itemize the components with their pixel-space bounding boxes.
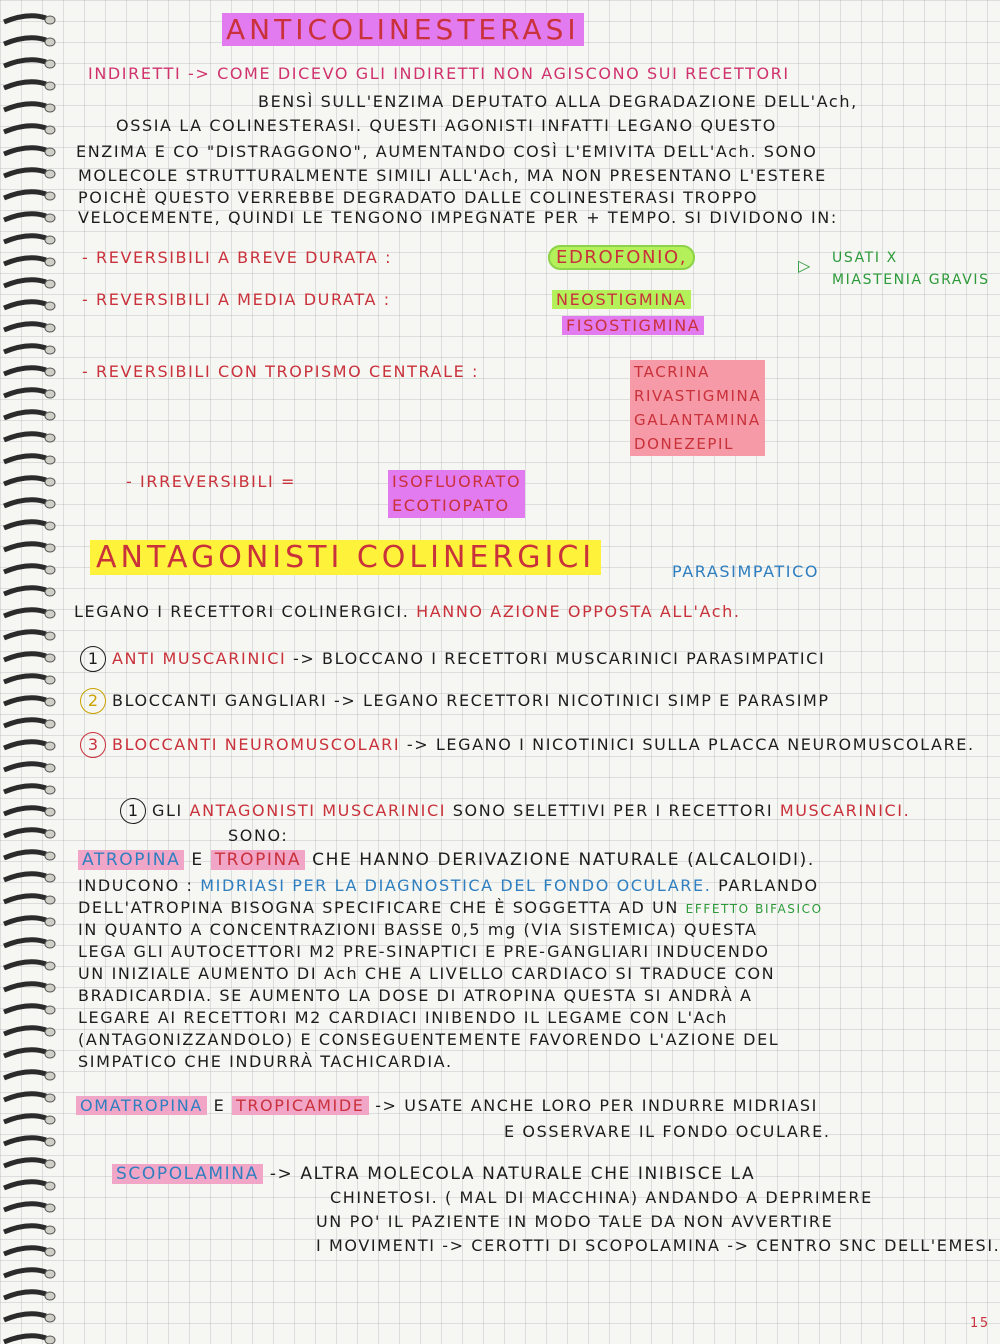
muscarinic-intro: 1 GLI ANTAGONISTI MUSCARINICI SONO SELETTIVI PER I RECETTORI MUSCARINICI.	[120, 798, 910, 824]
group-short-label: - REVERSIBILI A BREVE DURATA :	[82, 248, 393, 267]
scopolamina-line: SCOPOLAMINA -> ALTRA MOLECOLA NATURALE CHE INIBISCE LA	[112, 1164, 755, 1184]
paragraph-line: UN PO' IL PAZIENTE IN MODO TALE DA NON AVVERTIRE	[316, 1212, 834, 1231]
drug-list-central: TACRINA RIVASTIGMINA GALANTAMINA DONEZEPIL	[630, 360, 765, 456]
paragraph-line: I MOVIMENTI -> CEROTTI DI SCOPOLAMINA -> CENTRO SNC DELL'EMESI.	[316, 1236, 1000, 1255]
paragraph-line: UN INIZIALE AUMENTO DI Ach CHE A LIVELLO CARDIACO SI TRADUCE CON	[78, 964, 776, 983]
paragraph-line: BENSÌ SULL'ENZIMA DEPUTATO ALLA DEGRADAZIONE DELL'Ach,	[258, 92, 858, 111]
group-central-label: - REVERSIBILI CON TROPISMO CENTRALE :	[82, 362, 479, 381]
paragraph-line: DELL'ATROPINA BISOGNA SPECIFICARE CHE È SOGGETTA AD UN EFFETTO BIFASICO	[78, 898, 823, 917]
paragraph-line: IN QUANTO A CONCENTRAZIONI BASSE 0,5 mg (VIA SISTEMICA) QUESTA	[78, 920, 758, 939]
omatropina-line: OMATROPINA E TROPICAMIDE -> USATE ANCHE LORO PER INDURRE MIDRIASI	[76, 1096, 818, 1116]
induc-line: INDUCONO : MIDRIASI PER LA DIAGNOSTICA DEL FONDO OCULARE. PARLANDO	[78, 876, 819, 895]
paragraph-line: ENZIMA E CO "DISTRAGGONO", AUMENTANDO COSÌ L'EMIVITA DELL'Ach. SONO	[76, 142, 818, 161]
paragraph-line: (ANTAGONIZZANDOLO) E CONSEGUENTEMENTE FAVORENDO L'AZIONE DEL	[78, 1030, 780, 1049]
drug-fisostigmina: FISOSTIGMINA	[562, 316, 704, 336]
drug-neostigmina: NEOSTIGMINA	[552, 290, 691, 310]
list-item: 3 BLOCCANTI NEUROMUSCOLARI -> LEGANO I NICOTINICI SULLA PLACCA NEUROMUSCOLARE.	[80, 732, 975, 758]
arrow-icon: ▷	[798, 256, 812, 275]
paragraph-line: INDIRETTI -> COME DICEVO GLI INDIRETTI NON AGISCONO SUI RECETTORI	[88, 64, 790, 83]
paragraph-line: VELOCEMENTE, QUINDI LE TENGONO IMPEGNATE PER + TEMPO. SI DIVIDONO IN:	[78, 208, 838, 227]
paragraph-line: OSSIA LA COLINESTERASI. QUESTI AGONISTI INFATTI LEGANO QUESTO	[116, 116, 777, 135]
drug-edrofonio: EDROFONIO,	[548, 248, 695, 268]
sono-label: SONO:	[228, 826, 289, 845]
used-note-2: MIASTENIA GRAVIS	[832, 272, 990, 288]
list-item: 2 BLOCCANTI GANGLIARI -> LEGANO RECETTORI NICOTINICI SIMP E PARASIMP	[80, 688, 830, 714]
paragraph-line: BRADICARDIA. SE AUMENTO LA DOSE DI ATROPINA QUESTA SI ANDRÀ A	[78, 986, 753, 1005]
paragraph-line: MOLECOLE STRUTTURALMENTE SIMILI ALL'Ach, MA NON PRESENTANO L'ESTERE	[78, 166, 827, 185]
paragraph-line: LEGARE AI RECETTORI M2 CARDIACI INIBENDO IL LEGAME CON L'Ach	[78, 1008, 728, 1027]
paragraph-line: CHINETOSI. ( MAL DI MACCHINA) ANDANDO A DEPRIMERE	[330, 1188, 873, 1207]
intro-line: LEGANO I RECETTORI COLINERGICI. HANNO AZIONE OPPOSTA ALL'Ach.	[74, 602, 741, 621]
paragraph-line: SIMPATICO CHE INDURRÀ TACHICARDIA.	[78, 1052, 453, 1071]
spiral-binding	[0, 0, 60, 1344]
atropina-line: ATROPINA E TROPINA CHE HANNO DERIVAZIONE NATURALE (ALCALOIDI).	[78, 850, 815, 870]
paragraph-line: POICHÈ QUESTO VERREBBE DEGRADATO DALLE COLINESTERASI TROPPO	[78, 188, 759, 207]
group-medium-label: - REVERSIBILI A MEDIA DURATA :	[82, 290, 391, 309]
section-title-antagonisti: ANTAGONISTI COLINERGICI	[90, 540, 601, 576]
group-irreversible-label: - IRREVERSIBILI =	[126, 472, 296, 491]
omatropina-line-2: E OSSERVARE IL FONDO OCULARE.	[504, 1122, 831, 1141]
section-title-anticolinesterasi: ANTICOLINESTERASI	[222, 12, 584, 48]
list-item: 1 ANTI MUSCARINICI -> BLOCCANO I RECETTORI MUSCARINICI PARASIMPATICI	[80, 646, 825, 672]
used-note-1: USATI X	[832, 250, 898, 266]
side-note-parasimpatico: PARASIMPATICO	[672, 562, 820, 581]
page-number: 15	[970, 1316, 990, 1331]
drug-list-irreversible: ISOFLUORATO ECOTIOPATO	[388, 470, 525, 518]
paragraph-line: LEGA GLI AUTOCETTORI M2 PRE-SINAPTICI E PRE-GANGLIARI INDUCENDO	[78, 942, 770, 961]
